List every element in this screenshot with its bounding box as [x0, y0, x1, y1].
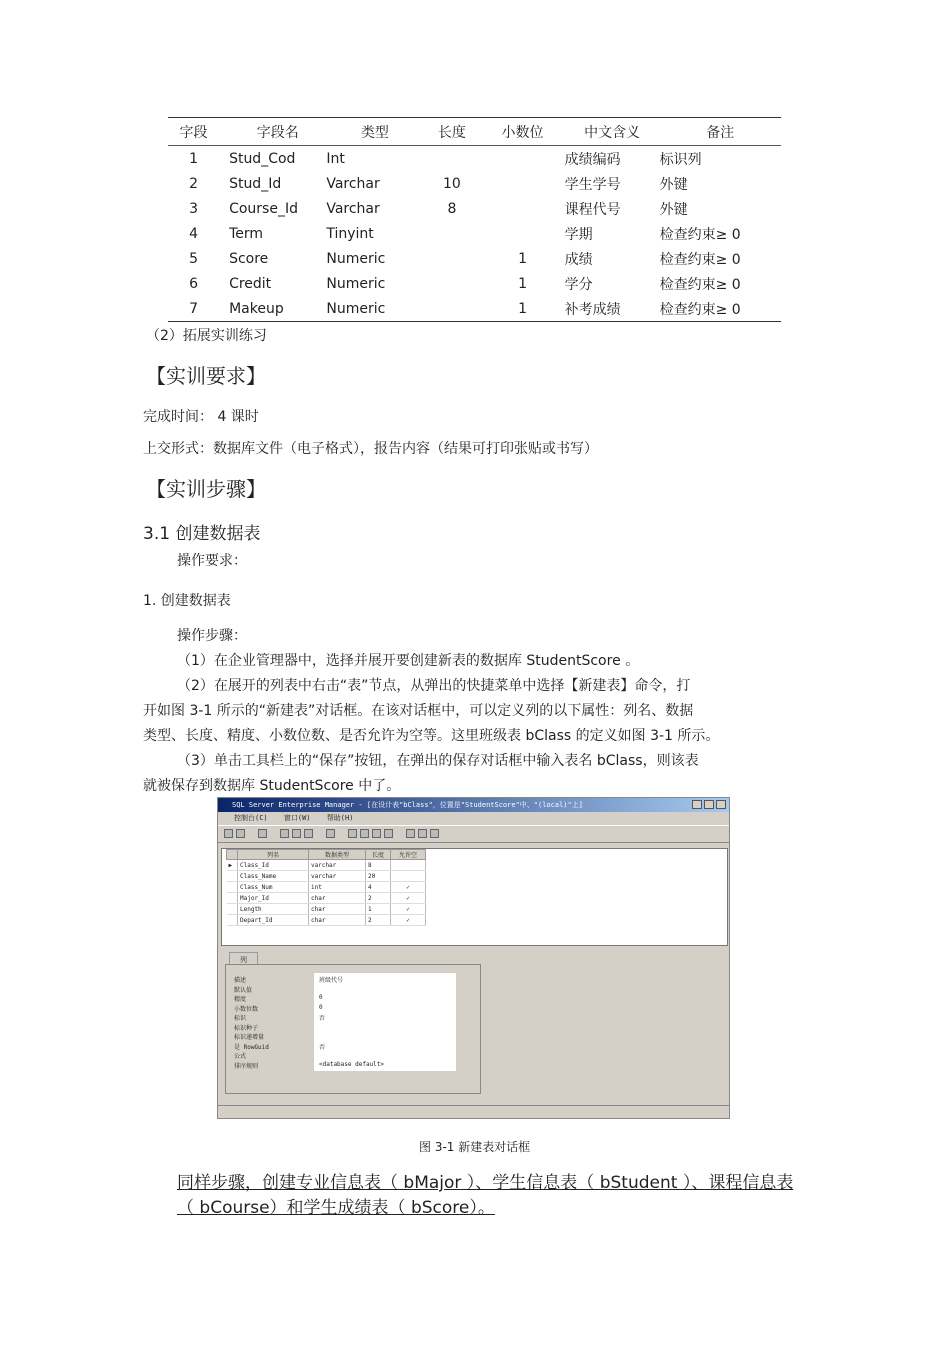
table-cell: 检查约束≥ 0 — [660, 296, 781, 322]
property-value[interactable]: <database default> — [319, 1060, 385, 1068]
grid-row[interactable] — [227, 860, 426, 871]
row-selector[interactable] — [227, 915, 238, 926]
para-2c: 类型、长度、精度、小数位数、是否允许为空等。这里班级表 bClass 的定义如图 3-1 所示。 — [143, 728, 720, 744]
table-row — [168, 146, 781, 172]
grid-cell[interactable]: int — [309, 882, 366, 893]
table-cell — [423, 146, 480, 172]
index-icon — [372, 829, 381, 838]
property-label: 精度 — [234, 996, 247, 1003]
manage-icon — [406, 829, 415, 838]
grid-cell[interactable]: ✓ — [391, 904, 426, 915]
section-heading: 3.1 创建数据表 — [143, 524, 261, 544]
table-cell: 外键 — [659, 176, 688, 193]
status-bar — [218, 1105, 729, 1118]
grid-header: 列名 — [238, 850, 309, 860]
table-cell: Varchar — [326, 175, 380, 192]
row-selector[interactable] — [227, 904, 238, 915]
time-line: 完成时间： 4 课时 — [143, 409, 259, 425]
table-cell: 外键 — [659, 201, 688, 218]
window-titlebar — [218, 798, 729, 812]
table-cell — [423, 296, 480, 322]
table-cell: 学期 — [564, 226, 593, 243]
properties-area — [221, 948, 728, 1104]
header-cell: 小数位 — [480, 118, 564, 146]
req-title: 【实训要求】 — [146, 364, 266, 388]
property-label: 公式 — [234, 1053, 247, 1060]
table-row — [168, 296, 781, 322]
table-cell: Varchar — [326, 200, 380, 217]
figure-caption: 图 3-1 新建表对话框 — [419, 1140, 531, 1154]
menu-help: 帮助(H) — [326, 814, 354, 822]
grid-icon — [430, 829, 439, 838]
relationships-icon — [258, 829, 267, 838]
grid-cell[interactable]: 2 — [366, 893, 391, 904]
extend-practice: （2）拓展实训练习 — [146, 328, 267, 344]
grid-cell[interactable]: Major_Id — [238, 893, 309, 904]
table-row — [168, 246, 781, 271]
closing-paragraph: 同样步骤，创建专业信息表（ bMajor ）、学生信息表（ bStudent ）、课程信息表（ bCourse）和学生成绩表（ bScore）。 — [177, 1173, 794, 1218]
property-label: 默认值 — [234, 986, 253, 994]
steps-title: 【实训步骤】 — [146, 477, 266, 501]
table-cell: 1 — [518, 275, 527, 292]
grid-cell[interactable]: Class_Num — [238, 882, 309, 893]
table-cell: 成绩 — [564, 251, 593, 268]
grid-row[interactable] — [227, 871, 426, 882]
property-label: 标识种子 — [234, 1024, 259, 1032]
table-cell: 检查约束≥ 0 — [659, 226, 741, 243]
header-cell: 中文含义 — [565, 118, 660, 146]
property-label: 排序规则 — [234, 1062, 259, 1070]
property-value[interactable]: 班级代号 — [319, 977, 344, 984]
table-cell: 3 — [189, 200, 198, 217]
para-3a: （3）单击工具栏上的“保存”按钮，在弹出的保存对话框中输入表名 bClass，则该表 — [177, 753, 699, 769]
table-cell: 课程代号 — [564, 201, 621, 218]
header-cell: 字段 — [168, 118, 219, 146]
para-2a: （2）在展开的列表中右击“表”节点，从弹出的快捷菜单中选择【新建表】命令，打 — [177, 678, 691, 694]
table-cell — [480, 221, 564, 246]
table-cell: Makeup — [219, 296, 326, 322]
table-cell: Stud_Id — [229, 175, 282, 192]
op-steps: 操作步骤： — [177, 628, 247, 644]
grid-cell[interactable]: char — [309, 904, 366, 915]
columns-grid — [221, 848, 728, 946]
grid-cell[interactable]: Class_Name — [238, 871, 309, 882]
grid-header: 允许空 — [391, 850, 426, 860]
field-table — [168, 117, 781, 322]
table-cell: 6 — [189, 275, 198, 292]
window-title: SQL Server Enterprise Manager - [在设计表"bClass"，位置是"StudentScore"中、"(local)"上] — [232, 801, 583, 809]
property-value[interactable]: 否 — [319, 1043, 326, 1051]
grid-row[interactable] — [227, 893, 426, 904]
grid-cell[interactable]: 20 — [366, 871, 391, 882]
enterprise-manager-screenshot — [217, 797, 730, 1119]
grid-cell[interactable]: char — [309, 893, 366, 904]
table-cell: 学分 — [564, 276, 593, 293]
table-cell: 1 — [189, 150, 198, 167]
cut-icon — [280, 829, 289, 838]
table-cell: Score — [229, 250, 269, 267]
table-cell: Numeric — [326, 275, 386, 292]
table-cell: 检查约束≥ 0 — [659, 276, 741, 293]
table-cell: Course_Id — [229, 200, 298, 217]
save-icon — [224, 829, 233, 838]
table-row — [168, 221, 781, 246]
item-1: 1. 创建数据表 — [143, 593, 231, 609]
grid-row[interactable] — [227, 882, 426, 893]
grid-header: 数据类型 — [309, 850, 366, 860]
row-selector[interactable]: ▶ — [227, 860, 238, 871]
toolbar — [218, 825, 729, 843]
property-value[interactable]: 0 — [319, 1003, 323, 1011]
header-cell: 类型 — [326, 118, 423, 146]
grid-cell[interactable]: 4 — [366, 882, 391, 893]
table-cell — [423, 221, 480, 246]
columns-table — [226, 849, 426, 926]
table-cell: 学生学号 — [564, 176, 621, 193]
grid-cell[interactable]: varchar — [309, 871, 366, 882]
table-row — [168, 196, 781, 221]
property-label: 标识递增量 — [234, 1034, 265, 1041]
table-cell: Numeric — [326, 250, 386, 267]
table-cell: 标识列 — [659, 151, 702, 168]
properties-panel — [225, 964, 481, 1094]
grid-cell[interactable]: ✓ — [391, 915, 426, 926]
grid-row[interactable] — [227, 915, 426, 926]
grid-cell[interactable]: Class_Id — [238, 860, 309, 871]
grid-cell[interactable] — [391, 860, 426, 871]
grid-row[interactable] — [227, 904, 426, 915]
property-label: 是 RowGuid — [234, 1043, 269, 1051]
table-cell: 1 — [518, 250, 527, 267]
table-cell: 2 — [189, 175, 198, 192]
table-cell — [423, 246, 480, 271]
table-cell: 10 — [442, 175, 461, 192]
grid-cell[interactable]: varchar — [309, 860, 366, 871]
key-icon — [326, 829, 335, 838]
header-cell: 字段名 — [219, 118, 326, 146]
property-value[interactable]: 0 — [319, 994, 323, 1001]
grid-cell[interactable]: 8 — [366, 860, 391, 871]
para-2b: 开如图 3-1 所示的“新建表”对话框。在该对话框中，可以定义列的以下属性：列名、数据 — [143, 703, 694, 719]
table-cell — [480, 196, 564, 221]
grid-cell[interactable]: Depart_Id — [238, 915, 309, 926]
menu-window: 窗口(W) — [283, 814, 311, 822]
grid-cell[interactable]: char — [309, 915, 366, 926]
copy-icon — [292, 829, 301, 838]
table-cell: Numeric — [326, 296, 423, 322]
properties-values-bg — [314, 973, 456, 1071]
table-cell: Int — [326, 150, 345, 167]
grid-cell[interactable]: Length — [238, 904, 309, 915]
table-cell: 4 — [189, 225, 198, 242]
table-cell: 补考成绩 — [565, 296, 660, 322]
menu-bar — [218, 812, 729, 825]
table-cell: Tinyint — [326, 225, 374, 242]
submit-line: 上交形式：数据库文件（电子格式），报告内容（结果可打印张贴或书写） — [143, 441, 598, 457]
op-req: 操作要求： — [177, 553, 247, 569]
minimize-icon — [692, 800, 702, 809]
row-selector[interactable] — [227, 871, 238, 882]
grid-cell[interactable]: ✓ — [391, 893, 426, 904]
property-label: 描述 — [234, 977, 247, 984]
para-1: （1）在企业管理器中，选择并展开要创建新表的数据库 StudentScore 。 — [177, 653, 640, 669]
property-value[interactable]: 否 — [319, 1015, 326, 1022]
row-selector[interactable] — [227, 882, 238, 893]
script-icon — [418, 829, 427, 838]
grid-cell[interactable]: 1 — [366, 904, 391, 915]
grid-cell[interactable] — [391, 871, 426, 882]
insert-column-icon — [348, 829, 357, 838]
table-header-row — [168, 118, 781, 146]
constraint-icon — [384, 829, 393, 838]
table-cell: 成绩编码 — [564, 151, 621, 168]
maximize-icon — [704, 800, 714, 809]
properties-icon — [236, 829, 245, 838]
table-cell — [480, 171, 564, 196]
property-label: 小数位数 — [234, 1005, 259, 1013]
table-cell: 5 — [189, 250, 198, 267]
table-cell: 1 — [480, 296, 564, 322]
row-selector-header — [227, 850, 238, 860]
table-cell — [480, 146, 564, 172]
header-cell: 长度 — [423, 118, 480, 146]
table-cell: Term — [229, 225, 263, 242]
close-icon — [716, 800, 726, 809]
table-cell — [423, 271, 480, 296]
para-3b: 就被保存到数据库 StudentScore 中了。 — [143, 778, 401, 794]
grid-cell[interactable]: 2 — [366, 915, 391, 926]
table-row — [168, 271, 781, 296]
menu-console: 控制台(C) — [234, 814, 268, 822]
delete-column-icon — [360, 829, 369, 838]
table-cell: 8 — [447, 200, 457, 217]
grid-header: 长度 — [366, 850, 391, 860]
table-cell: Stud_Cod — [229, 150, 296, 167]
row-selector[interactable] — [227, 893, 238, 904]
table-cell: 7 — [168, 296, 219, 322]
header-cell: 备注 — [660, 118, 781, 146]
table-cell: 检查约束≥ 0 — [659, 251, 741, 268]
table-row — [168, 171, 781, 196]
paste-icon — [304, 829, 313, 838]
property-label: 标识 — [234, 1015, 247, 1022]
grid-cell[interactable]: ✓ — [391, 882, 426, 893]
tab-columns[interactable]: 列 — [229, 952, 258, 967]
table-cell: Credit — [229, 275, 272, 292]
